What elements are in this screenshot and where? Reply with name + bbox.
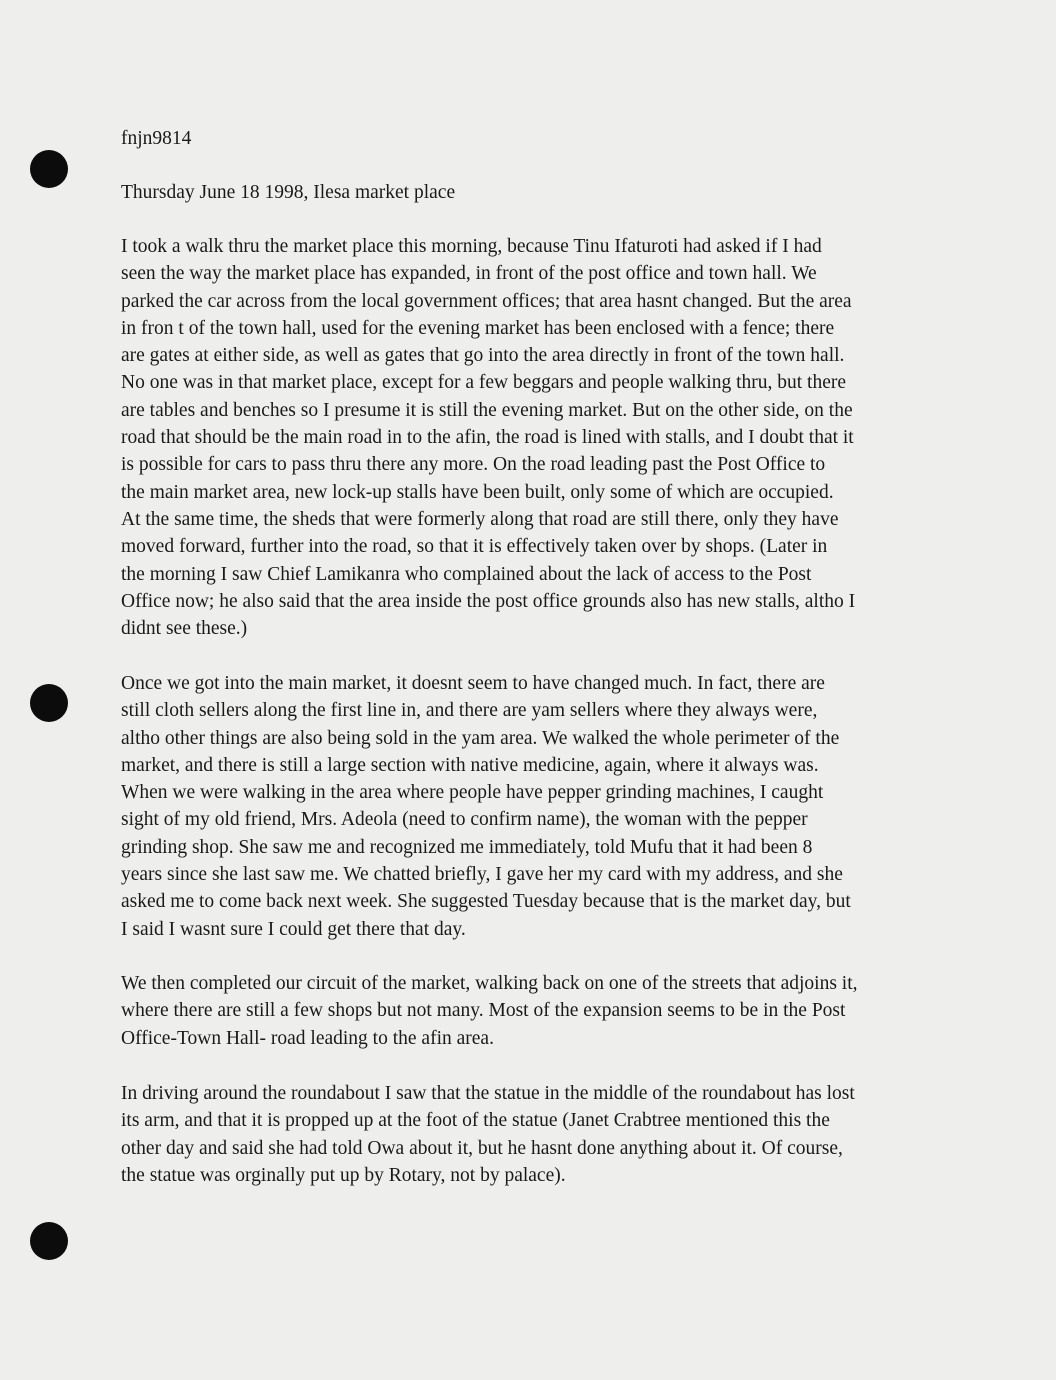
text-line: I took a walk thru the market place this morning, because Tinu Ifaturoti had asked if I had [121, 236, 822, 257]
text-line: grinding shop. She saw me and recognized me immediately, told Mufu that it had been 8 [121, 836, 813, 858]
text-line: is possible for cars to pass thru there any more. On the road leading past the Post Office to [121, 454, 826, 476]
text-line: We then completed our circuit of the market, walking back on one of the streets that adjoins it, [121, 973, 858, 994]
text-line: the statue was orginally put up by Rotary, not by palace). [121, 1164, 566, 1186]
binder-hole-middle [30, 684, 68, 722]
text-line: in fron t of the town hall, used for the evening market has been enclosed with a fence; there [121, 317, 835, 339]
paragraph-roundabout-statue [121, 1080, 941, 1189]
text-line: road that should be the main road in to the afin, the road is lined with stalls, and I doubt that it [121, 427, 854, 449]
text-line: didnt see these.) [121, 618, 248, 640]
text-line: At the same time, the sheds that were formerly along that road are still there, only they have [121, 508, 839, 530]
text-line: sight of my old friend, Mrs. Adeola (need to confirm name), the woman with the pepper [121, 809, 808, 831]
text-line: the main market area, new lock-up stalls have been built, only some of which are occupied. [121, 481, 834, 503]
text-line: parked the car across from the local government offices; that area hasnt changed. But the area [121, 290, 852, 312]
text-line: other day and said she had told Owa about it, but he hasnt done anything about it. Of course, [121, 1137, 843, 1159]
binder-hole-top [30, 150, 68, 188]
text-line: No one was in that market place, except for a few beggars and people walking thru, but there [121, 372, 847, 394]
paragraph-circuit [121, 970, 941, 1052]
text-line: In driving around the roundabout I saw that the statue in the middle of the roundabout has lost [121, 1083, 855, 1104]
text-line: where there are still a few shops but not many. Most of the expansion seems to be in the Post [121, 1000, 846, 1022]
text-line: Office-Town Hall- road leading to the afin area. [121, 1027, 494, 1049]
text-line: asked me to come back next week. She suggested Tuesday because that is the market day, but [121, 891, 851, 913]
text-line: the morning I saw Chief Lamikanra who complained about the lack of access to the Post [121, 563, 812, 585]
text-line: are gates at either side, as well as gates that go into the area directly in front of the town hall. [121, 345, 845, 367]
text-line: Office now; he also said that the area inside the post office grounds also has new stalls, altho I [121, 590, 856, 612]
text-line: its arm, and that it is propped up at the foot of the statue (Janet Crabtree mentioned this the [121, 1110, 830, 1132]
text-line: moved forward, further into the road, so that it is effectively taken over by shops. (Later in [121, 536, 828, 558]
text-line: When we were walking in the area where people have pepper grinding machines, I caught [121, 782, 824, 804]
paragraph-main-market [121, 670, 941, 943]
text-line: Once we got into the main market, it doesnt seem to have changed much. In fact, there are [121, 673, 825, 694]
text-line: altho other things are also being sold in the yam area. We walked the whole perimeter of the [121, 727, 840, 749]
text-line: seen the way the market place has expanded, in front of the post office and town hall. We [121, 263, 817, 285]
text-line: are tables and benches so I presume it is still the evening market. But on the other side, on the [121, 399, 853, 421]
binder-hole-bottom [30, 1222, 68, 1260]
document-id: fnjn9814 [121, 128, 192, 149]
text-line: I said I wasnt sure I could get there that day. [121, 918, 466, 940]
paragraph-market-expansion [121, 233, 941, 642]
document-date-line: Thursday June 18 1998, Ilesa market place [121, 182, 456, 203]
text-line: still cloth sellers along the first line in, and there are yam sellers where they always were, [121, 700, 818, 722]
text-line: market, and there is still a large section with native medicine, again, where it always was. [121, 754, 819, 776]
text-line: years since she last saw me. We chatted briefly, I gave her my card with my address, and she [121, 864, 843, 886]
